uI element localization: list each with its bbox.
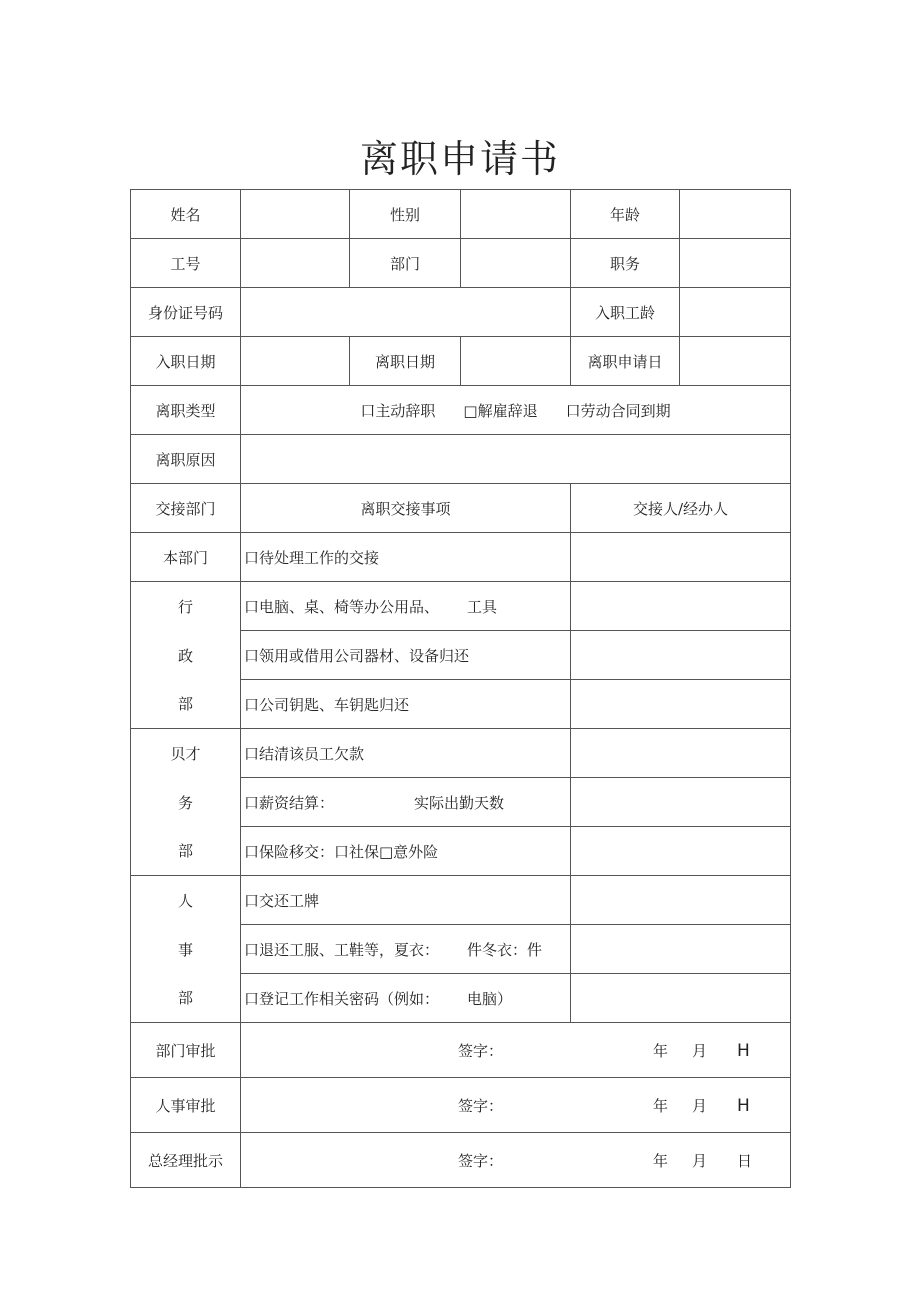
row-admin-2 (131, 631, 791, 680)
finance-item-2-text: 口薪资结算： (244, 793, 335, 812)
hr-item-3-text: 口登记工作相关密码（例如： (244, 989, 440, 1008)
page-title: 离职申请书 (359, 137, 560, 181)
id-number-label: 身份证号码 (131, 288, 241, 337)
handover-person-header: 交接人/经办人 (571, 484, 791, 533)
admin-item-1-extra: 工具 (467, 597, 498, 616)
option-contract-expiry-checkbox[interactable]: 口劳动合同到期 (565, 401, 671, 420)
leave-date-label: 离职日期 (350, 337, 461, 386)
gm-approval-year: 年 (653, 1151, 669, 1170)
apply-date-field[interactable] (680, 337, 791, 386)
row-finance-3 (131, 827, 791, 876)
dept-label: 部门 (350, 239, 461, 288)
emp-id-field[interactable] (241, 239, 350, 288)
admin-item-keys[interactable]: 口公司钥匙、车钥匙归还 (241, 680, 571, 729)
option-dismissal-checkbox[interactable]: □解雇辞退 (463, 401, 538, 420)
hr-approval-month: 月 (692, 1096, 708, 1115)
row-id-number (131, 288, 791, 337)
finance-person-field-2[interactable] (571, 778, 791, 827)
dept-approval-label: 部门审批 (131, 1023, 241, 1078)
admin-person-field-3[interactable] (571, 680, 791, 729)
hr-item-3-extra: 电脑） (467, 989, 513, 1008)
gender-field[interactable] (461, 190, 571, 239)
age-field[interactable] (680, 190, 791, 239)
row-hr-2 (131, 925, 791, 974)
row-dept-approval (131, 1023, 791, 1078)
gm-approval-sign: 签字： (457, 1151, 503, 1170)
gm-approval-day: 日 (737, 1151, 753, 1170)
id-number-field[interactable] (241, 288, 571, 337)
apply-date-label: 离职申请日 (571, 337, 680, 386)
finance-item-insurance[interactable]: 口保险移交：口社保□意外险 (241, 827, 571, 876)
hr-person-field-1[interactable] (571, 876, 791, 925)
hr-approval-label: 人事审批 (131, 1078, 241, 1133)
position-label: 职务 (571, 239, 680, 288)
admin-side-3: 部 (131, 680, 241, 729)
hr-approval-field[interactable] (241, 1078, 791, 1133)
tenure-field[interactable] (680, 288, 791, 337)
admin-item-1-text: 口电脑、桌、椅等办公用品、 (244, 597, 440, 616)
admin-side-1: 行 (131, 582, 241, 631)
row-hr-3 (131, 974, 791, 1023)
leave-date-field[interactable] (461, 337, 571, 386)
row-gm-approval (131, 1133, 791, 1188)
row-admin-3 (131, 680, 791, 729)
own-dept-label: 本部门 (131, 533, 241, 582)
hr-side-3: 部 (131, 974, 241, 1023)
own-dept-person-field[interactable] (571, 533, 791, 582)
finance-item-2-extra: 实际出勤天数 (414, 793, 505, 812)
hr-approval-year: 年 (653, 1096, 669, 1115)
row-admin-1 (131, 582, 791, 631)
option-voluntary-checkbox[interactable]: 口主动辞职 (360, 401, 436, 420)
admin-person-field-2[interactable] (571, 631, 791, 680)
finance-person-field-3[interactable] (571, 827, 791, 876)
dept-approval-month: 月 (692, 1041, 708, 1060)
hr-item-passwords[interactable] (241, 974, 571, 1023)
row-emp-id (131, 239, 791, 288)
leave-type-options (241, 386, 791, 435)
hr-item-2-text: 口退还工服、工鞋等，夏衣： (244, 940, 440, 959)
admin-side-2: 政 (131, 631, 241, 680)
row-dates (131, 337, 791, 386)
hr-side-2: 事 (131, 925, 241, 974)
gender-label: 性别 (350, 190, 461, 239)
leave-reason-field[interactable] (241, 435, 791, 484)
row-own-dept (131, 533, 791, 582)
hr-item-2-extra: 件冬衣：件 (467, 940, 543, 959)
row-finance-2 (131, 778, 791, 827)
finance-item-debt[interactable]: 口结清该员工欠款 (241, 729, 571, 778)
own-dept-item[interactable]: 口待处理工作的交接 (241, 533, 571, 582)
hr-side-1: 人 (131, 876, 241, 925)
dept-approval-year: 年 (653, 1041, 669, 1060)
join-date-field[interactable] (241, 337, 350, 386)
leave-type-label: 离职类型 (131, 386, 241, 435)
finance-person-field-1[interactable] (571, 729, 791, 778)
finance-side-3: 部 (131, 827, 241, 876)
finance-side-2: 务 (131, 778, 241, 827)
row-hr-1 (131, 876, 791, 925)
row-handover-header (131, 484, 791, 533)
hr-approval-sign: 签字： (457, 1096, 503, 1115)
name-label: 姓名 (131, 190, 241, 239)
row-hr-approval (131, 1078, 791, 1133)
leave-reason-label: 离职原因 (131, 435, 241, 484)
finance-side-1: 贝才 (131, 729, 241, 778)
hr-item-badge[interactable]: 口交还工牌 (241, 876, 571, 925)
hr-person-field-2[interactable] (571, 925, 791, 974)
join-date-label: 入职日期 (131, 337, 241, 386)
dept-field[interactable] (461, 239, 571, 288)
dept-approval-field[interactable] (241, 1023, 791, 1078)
row-leave-reason (131, 435, 791, 484)
hr-approval-day: H (737, 1095, 750, 1116)
hr-item-uniform[interactable] (241, 925, 571, 974)
finance-item-salary[interactable] (241, 778, 571, 827)
gm-approval-month: 月 (692, 1151, 708, 1170)
resignation-form-table (130, 189, 791, 1188)
row-finance-1 (131, 729, 791, 778)
admin-item-equipment[interactable]: 口领用或借用公司器材、设备归还 (241, 631, 571, 680)
dept-approval-sign: 签字： (457, 1041, 503, 1060)
tenure-label: 入职工龄 (571, 288, 680, 337)
admin-item-office-supplies[interactable] (241, 582, 571, 631)
gm-approval-field[interactable] (241, 1133, 791, 1188)
handover-dept-header: 交接部门 (131, 484, 241, 533)
age-label: 年龄 (571, 190, 680, 239)
row-leave-type (131, 386, 791, 435)
row-name (131, 190, 791, 239)
name-field[interactable] (241, 190, 350, 239)
position-field[interactable] (680, 239, 791, 288)
emp-id-label: 工号 (131, 239, 241, 288)
hr-person-field-3[interactable] (571, 974, 791, 1023)
dept-approval-day: H (737, 1040, 750, 1061)
admin-person-field-1[interactable] (571, 582, 791, 631)
gm-approval-label: 总经理批示 (131, 1133, 241, 1188)
handover-items-header: 离职交接事项 (241, 484, 571, 533)
